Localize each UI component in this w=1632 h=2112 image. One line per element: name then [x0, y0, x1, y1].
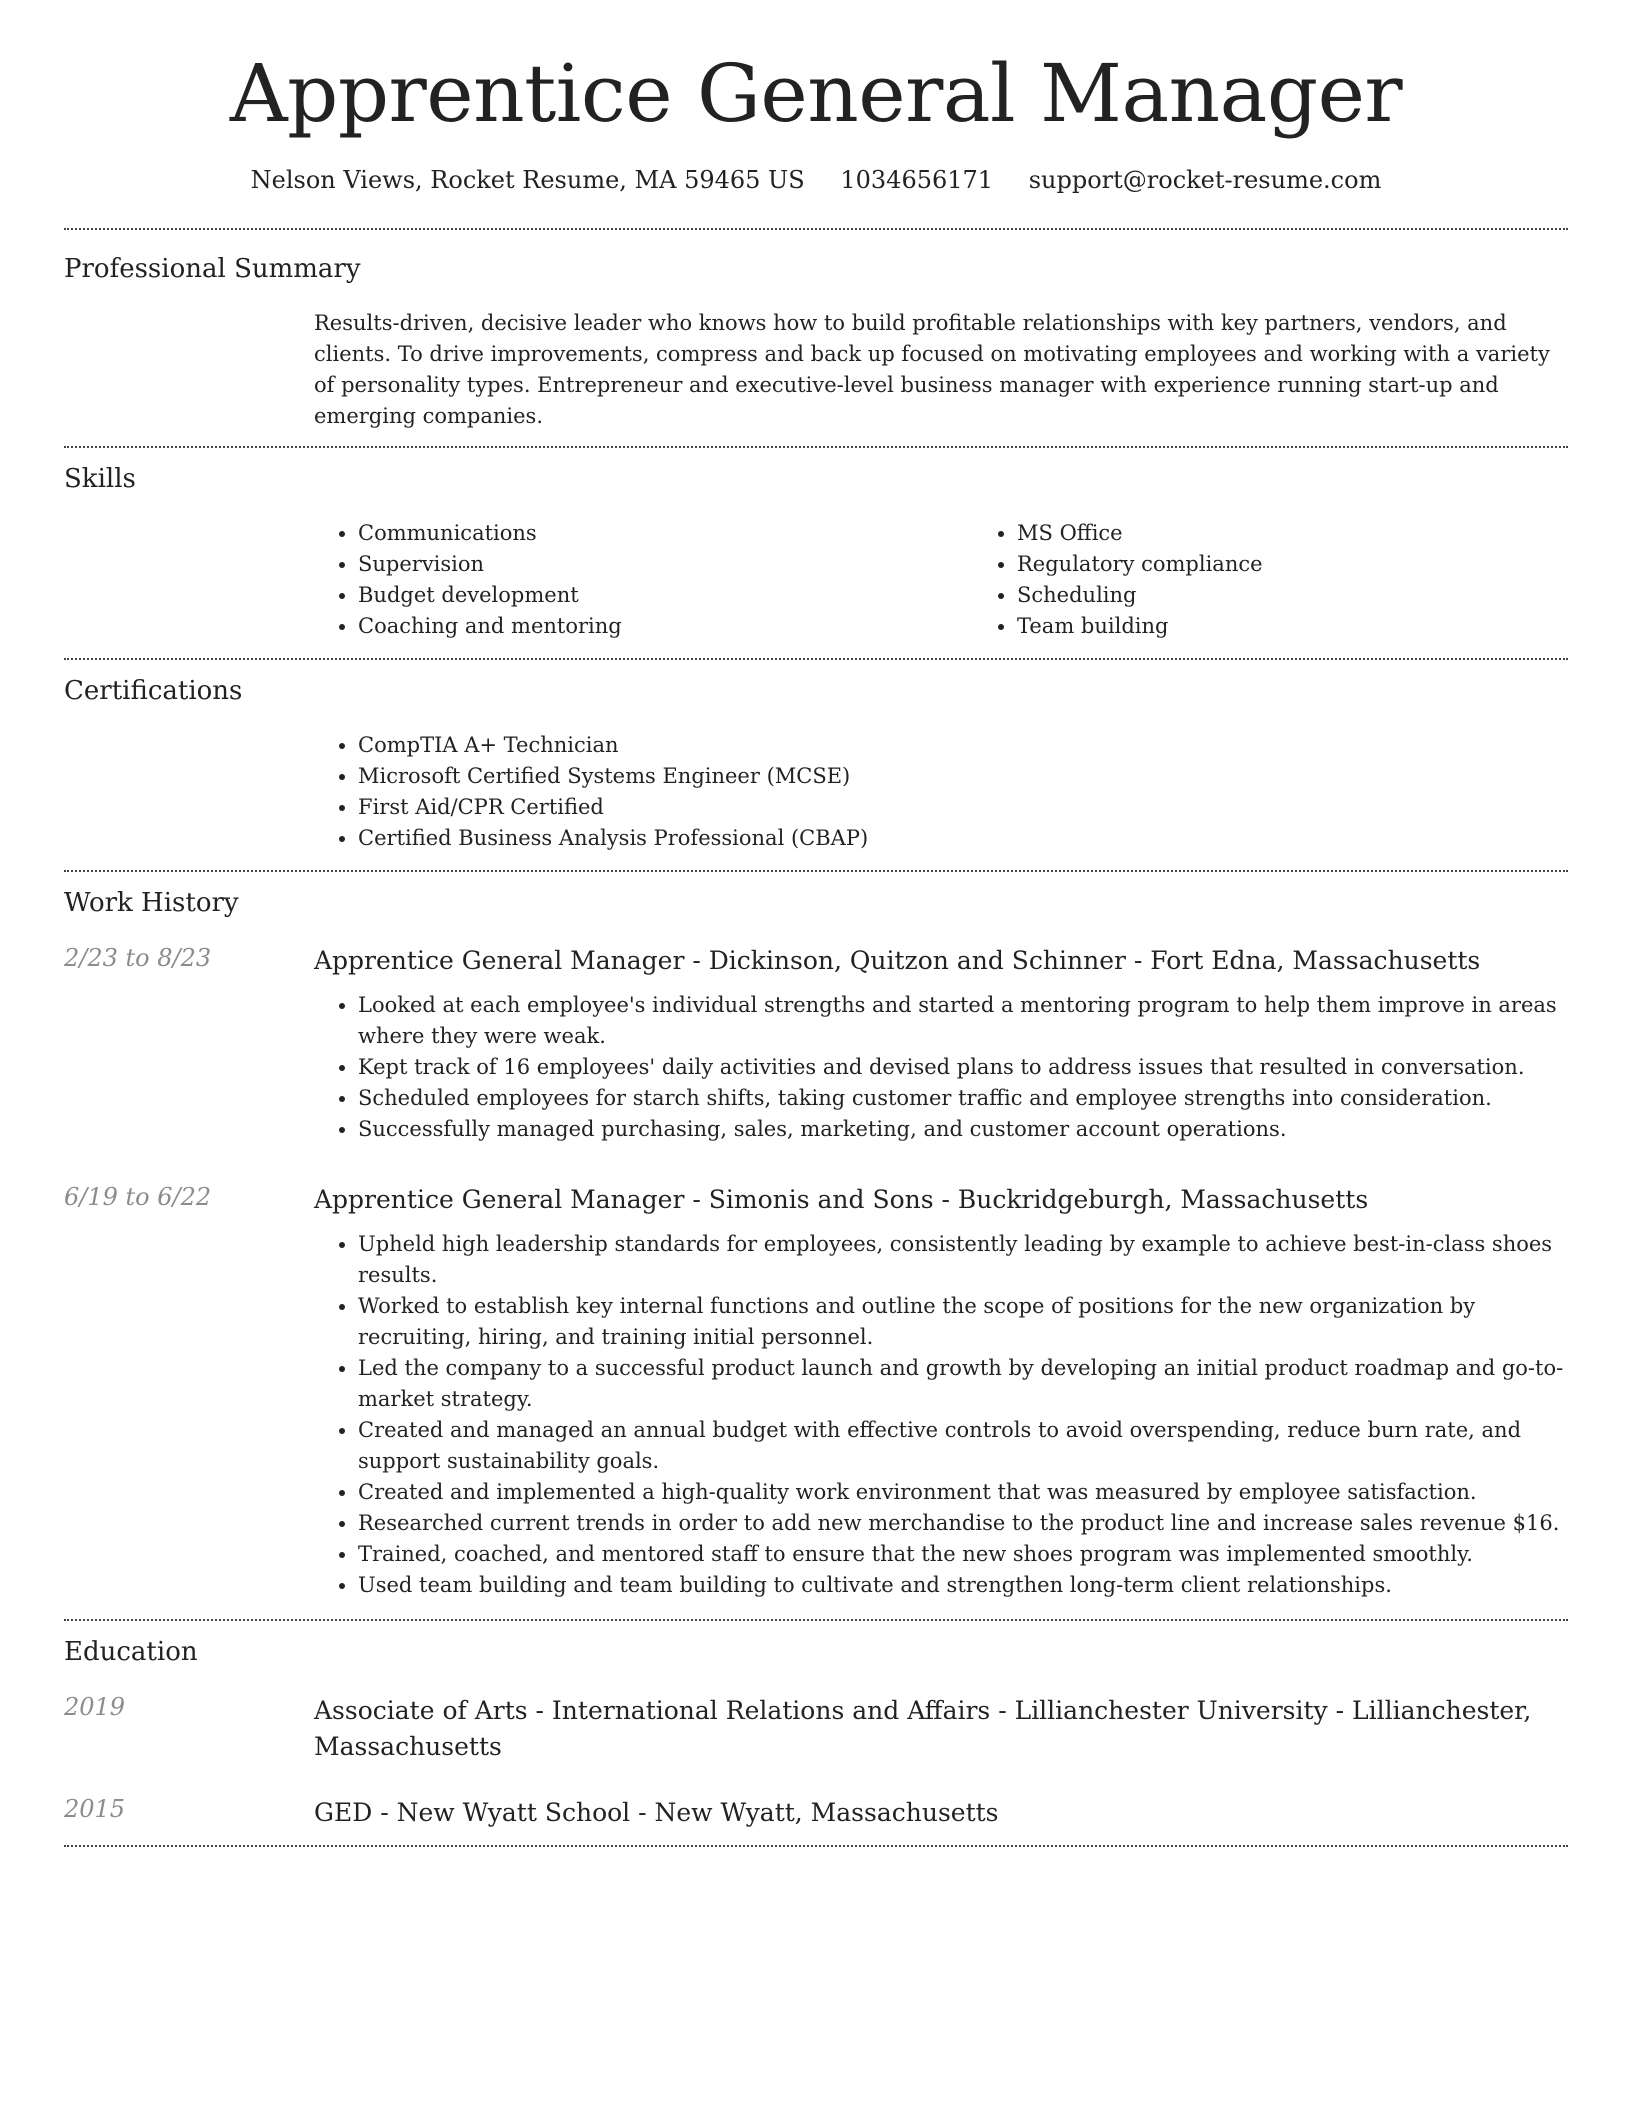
job-entry [64, 1183, 1568, 1601]
work-history-section [0, 872, 1632, 1619]
job-bullet: • Looked at each employee's individual strengths and started a mentoring program to help them improve in areas where they were weak. [358, 990, 1568, 1052]
skill-item: • MS Office [1017, 518, 1632, 549]
job-bullet: • Kept track of 16 employees' daily activities and devised plans to address issues that resulted in conversation. [358, 1052, 1568, 1083]
job-heading: Apprentice General Manager - Simonis and Sons - Buckridgeburgh, Massachusetts [314, 1185, 1369, 1214]
education-entry [64, 1795, 1568, 1831]
certifications-section [0, 660, 1632, 870]
skill-item: • Scheduling [1017, 580, 1632, 611]
education-heading: Associate of Arts - International Relations and Affairs - Lillianchester University - Lillianchester, Massachusetts [314, 1696, 1532, 1761]
work-history-title: Work History [64, 888, 239, 918]
resume-header [0, 0, 1632, 194]
job-entry [64, 944, 1568, 1145]
contact-email: support@rocket-resume.com [1028, 166, 1382, 194]
job-bullet: • Led the company to a successful product launch and growth by developing an initial product roadmap and go-to-market strategy. [358, 1353, 1568, 1415]
job-bullet: • Created and managed an annual budget with effective controls to avoid overspending, reduce burn rate, and support sustainability goals. [358, 1415, 1568, 1477]
skill-item: • Supervision [358, 549, 973, 580]
certification-item: • First Aid/CPR Certified [358, 792, 1568, 823]
skill-item: • Regulatory compliance [1017, 549, 1632, 580]
summary-section [0, 230, 1632, 446]
skills-title: Skills [64, 464, 136, 494]
contact-address: Nelson Views, Rocket Resume, MA 59465 US [250, 166, 805, 194]
job-bullets [314, 1229, 1568, 1601]
skills-column-2 [973, 518, 1632, 642]
job-bullet: • Upheld high leadership standards for employees, consistently leading by example to achieve best-in-class shoes results. [358, 1229, 1568, 1291]
contact-line [0, 166, 1632, 194]
education-heading: GED - New Wyatt School - New Wyatt, Massachusetts [314, 1798, 999, 1827]
job-bullet: • Used team building and team building to cultivate and strengthen long-term client relationships. [358, 1570, 1568, 1601]
skills-column-1 [314, 518, 973, 642]
job-dates: 6/19 to 6/22 [64, 1183, 212, 1211]
skill-item: • Communications [358, 518, 973, 549]
education-year: 2019 [64, 1693, 126, 1721]
job-bullets [314, 990, 1568, 1145]
education-title: Education [64, 1637, 198, 1667]
summary-text: Results-driven, decisive leader who knows how to build profitable relationships with key partners, vendors, and clients. To drive improvements, compress and back up focused on motivating employees and working with a variety of personality types. Entrepreneur and executive-level business manager with experience running start-up and emerging companies. [314, 311, 1550, 428]
skills-grid [314, 518, 1632, 658]
skill-item: • Budget development [358, 580, 973, 611]
job-bullet: • Scheduled employees for starch shifts, taking customer traffic and employee strengths into consideration. [358, 1083, 1568, 1114]
certification-item: • Microsoft Certified Systems Engineer (MCSE) [358, 761, 1568, 792]
certifications-list [314, 730, 1568, 854]
resume-title: Apprentice General Manager [229, 47, 1403, 140]
certification-item: • CompTIA A+ Technician [358, 730, 1568, 761]
education-entry [64, 1693, 1568, 1765]
job-dates: 2/23 to 8/23 [64, 944, 212, 972]
summary-title: Professional Summary [64, 254, 361, 284]
job-heading: Apprentice General Manager - Dickinson, Quitzon and Schinner - Fort Edna, Massachusetts [314, 946, 1481, 975]
job-bullet: • Researched current trends in order to add new merchandise to the product line and increase sales revenue $16. [358, 1508, 1568, 1539]
job-bullet: • Created and implemented a high-quality work environment that was measured by employee satisfaction. [358, 1477, 1568, 1508]
job-bullet: • Successfully managed purchasing, sales, marketing, and customer account operations. [358, 1114, 1568, 1145]
certification-item: • Certified Business Analysis Professional (CBAP) [358, 823, 1568, 854]
skill-item: • Coaching and mentoring [358, 611, 973, 642]
certifications-title: Certifications [64, 676, 243, 706]
contact-phone: 1034656171 [840, 166, 994, 194]
skill-item: • Team building [1017, 611, 1632, 642]
job-bullet: • Trained, coached, and mentored staff to ensure that the new shoes program was implemented smoothly. [358, 1539, 1568, 1570]
education-section [0, 1621, 1632, 1845]
section-divider [64, 1845, 1568, 1847]
job-bullet: • Worked to establish key internal functions and outline the scope of positions for the new organization by recruiting, hiring, and training initial personnel. [358, 1291, 1568, 1353]
education-year: 2015 [64, 1795, 126, 1823]
skills-section [0, 448, 1632, 658]
